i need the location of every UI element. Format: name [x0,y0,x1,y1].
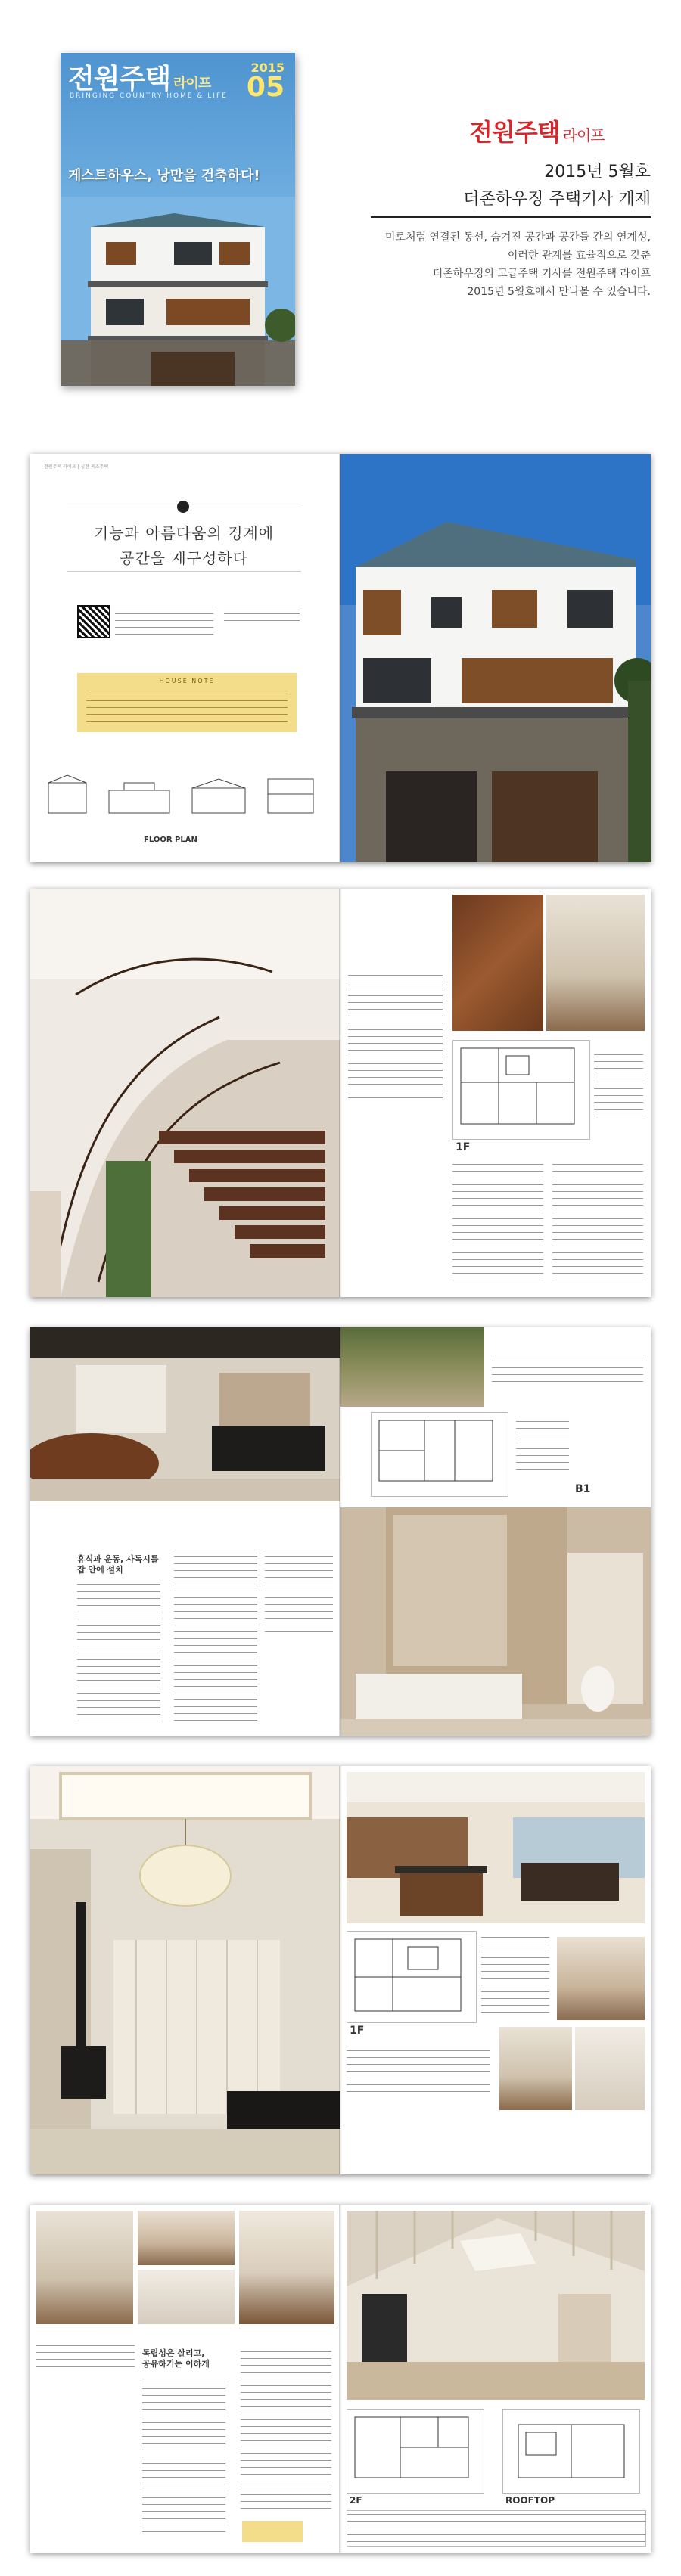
spread-gutter [339,1327,342,1736]
floor-plan-elevations [41,771,328,817]
plan-legend [594,1051,643,1119]
magazine-spread-1 [30,454,651,862]
body-text-column [452,1161,543,1282]
cover-issue-month: 05 [246,72,285,103]
attic-room-photo[interactable] [347,2211,645,2400]
title-divider [371,216,651,218]
magazine-cover[interactable] [61,53,295,386]
spread1-right-page [340,454,651,862]
article-title-box [67,507,301,572]
article-title-line2: 공간을 재구성하다 [120,549,248,567]
spread-gutter [339,2205,342,2553]
cover-headline: 게스트하우스, 낭만을 건축하다! [68,168,260,184]
description-line: 2015년 5월호에서 만나볼 수 있습니다. [467,286,651,298]
living-room-photo[interactable] [30,1327,340,1501]
description-line: 더존하우징의 고급주택 기사를 전원주택 라이프 [432,268,651,280]
bathroom-photo[interactable] [340,1507,651,1736]
subhead [142,2348,210,2370]
bath-vanity-photo[interactable] [575,2027,645,2110]
subhead-line: 공유하기는 이하게 [142,2359,210,2369]
cover-tagline: BRINGING COUNTRY HOME & LIFE [70,92,228,100]
subhead-line: 휴식과 운동, 사독시를 [77,1554,159,1564]
bedroom-detail-photo[interactable] [138,2270,235,2324]
photo-caption [492,1358,643,1388]
plan-legend [481,1934,549,2017]
spread3-right-page [340,1327,651,1736]
body-text-column [552,1161,643,1282]
plan-legend [516,1418,569,1471]
body-text-column [142,2379,225,2537]
credits-text [224,604,300,622]
article-header [0,0,681,393]
house-exterior-photo[interactable] [340,454,651,862]
spread4-right-page [340,1766,651,2174]
cover-house-photo [61,197,295,386]
plan-label-b1: B1 [575,1483,591,1495]
magazine-spread-4 [30,1766,651,2174]
subhead [77,1554,158,1575]
spec-notes-box [347,2510,646,2547]
photo-caption [36,2342,135,2373]
kitchen-photo[interactable] [347,1772,645,1923]
article-title-line1: 기능과 아름다움의 경계에 [93,524,275,542]
hallway-photo[interactable] [546,895,645,1031]
cover-logo-text: 전원주택 [68,64,171,95]
contact-box [242,2521,303,2542]
page-header: 전원주택 라이프 | 실전 목조주택 [44,464,108,470]
plan-label-1f: 1F [350,2025,365,2037]
plan-label-1f: 1F [456,1141,471,1153]
cover-issue-year: 2015 [250,61,285,75]
issue-description [333,228,651,301]
plan-label-rooftop: ROOFTOP [505,2495,555,2506]
spread-gutter [339,889,342,1297]
title-marker-icon [177,501,189,513]
first-floor-plan[interactable] [452,1040,590,1140]
subhead-line: 잡 안에 설치 [77,1565,123,1575]
brand-logo-text: 전원주택 [469,118,560,147]
body-text-column [77,1581,160,1725]
spread5-left-page [30,2205,340,2553]
basement-floor-plan[interactable] [371,1412,508,1497]
house-note-title: HOUSE NOTE [159,678,215,684]
first-floor-plan[interactable] [347,1931,477,2023]
spread-gutter [339,1766,342,2174]
cover-logo-sub: 라이프 [173,76,211,92]
body-text-column [265,1547,333,1637]
dressing-room-photo[interactable] [499,2027,572,2110]
second-floor-plan[interactable] [347,2409,484,2494]
spread5-right-page [340,2205,651,2553]
brand-logo [469,113,605,148]
issue-subtitle: 더존하우징 주택기사 개재 [463,190,651,209]
brand-logo-sub: 라이프 [562,126,605,144]
bathroom-vanity-photo[interactable] [239,2211,334,2324]
description-line: 이러한 관계를 효율적으로 갖춘 [507,250,651,262]
staircase-photo[interactable] [30,889,340,1297]
qr-code[interactable] [77,605,110,638]
house-note-box [77,673,297,732]
intro-paragraph [115,604,213,640]
plan-label-2f: 2F [350,2495,362,2506]
courtyard-photo[interactable] [340,1327,484,1407]
spread1-left-page [30,454,340,862]
house-note-text [86,691,288,727]
description-line: 미로처럼 연결된 동선, 숨겨진 공간과 공간들 간의 연계성, [384,231,651,244]
spread2-left-page [30,889,340,1297]
spread2-right-page [340,889,651,1297]
spiral-stair-photo[interactable] [452,895,543,1031]
floor-plan-label: FLOOR PLAN [144,836,197,844]
magazine-spread-3 [30,1327,651,1736]
living-room-chandelier-photo[interactable] [30,1766,340,2174]
cover-logo [68,57,210,96]
cover-issue [247,62,285,101]
body-text-column [347,2047,490,2093]
body-text-column [348,972,443,1100]
bedroom-photo[interactable] [557,1937,645,2020]
rooftop-floor-plan[interactable] [502,2409,640,2494]
issue-title: 2015년 5월호 [544,163,651,182]
subhead-line: 독립성은 살리고, [142,2348,205,2358]
body-text-column [241,2348,331,2515]
spread4-left-page [30,1766,340,2174]
bedroom-photo[interactable] [138,2211,235,2265]
magazine-spread-5 [30,2205,651,2553]
study-room-photo[interactable] [36,2211,133,2324]
magazine-spread-2 [30,889,651,1297]
body-text-column [174,1547,257,1725]
spread3-left-page [30,1327,340,1736]
spread-gutter [339,454,342,862]
